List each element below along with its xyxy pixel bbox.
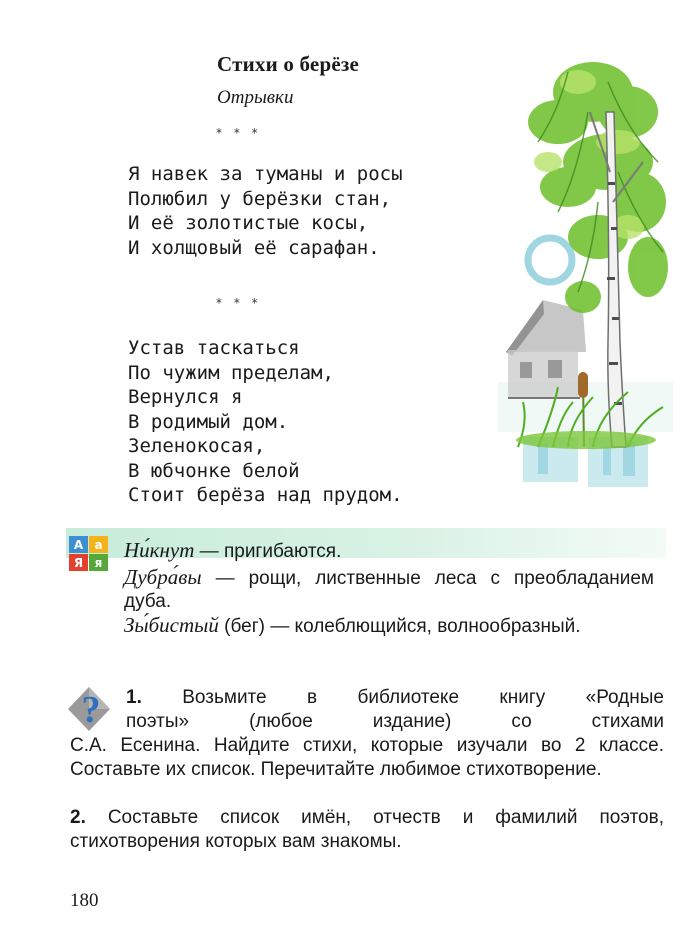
icon-letter: а	[94, 538, 103, 552]
question-1-line-1	[126, 686, 664, 710]
poem-line: Вернулся я	[128, 386, 243, 408]
poem-line: По чужим пределам,	[128, 361, 334, 384]
question-1-body: С.А. Есенина. Найдите стихи, которые изучали во 2 классе. Составьте их список. Перечитайте любимое стихотворение.	[70, 735, 664, 780]
abc-letters-icon	[69, 536, 109, 572]
poem-line: В родимый дом.	[128, 410, 289, 433]
question-2	[70, 806, 664, 854]
vocab-definition: — рощи, лиственные леса с преобладанием дуба.	[124, 568, 654, 612]
birch-illustration	[498, 52, 673, 512]
poem-line: Полюбил у берёзки стан,	[128, 187, 392, 210]
vocab-term: Зы́бистый	[124, 613, 219, 637]
vocab-term: Дубра́вы	[124, 565, 202, 589]
icon-letter: я	[94, 556, 103, 570]
poem-line: И её золотистые косы,	[128, 212, 369, 234]
poem-line: Стоит берёза над прудом.	[128, 484, 403, 506]
poem-line: В юбчонке белой	[128, 459, 300, 482]
vocab-definition: — пригибаются.	[194, 541, 342, 562]
stanza-separator: * * *	[216, 126, 262, 140]
poem-stanza-2	[128, 336, 403, 508]
question-number: 2.	[70, 807, 86, 828]
question-text: Возьмите в библиотеке книгу «Родные	[141, 687, 664, 708]
vocab-definition: (бег) — колеблющийся, волнообразный.	[218, 616, 581, 637]
vocab-entry	[124, 614, 654, 639]
svg-text:?: ?	[81, 689, 101, 731]
poem-line: Устав таскаться	[128, 337, 300, 359]
poem-line: Я навек за туманы и росы	[128, 163, 403, 185]
stanza-separator: * * *	[216, 296, 262, 310]
question-1-line-2: поэты» (любое издание) со стихами	[126, 711, 664, 732]
poem-line: И холщовый её сарафан.	[128, 236, 380, 259]
vocab-term: Ни́кнут	[124, 538, 195, 562]
vocab-entry	[124, 539, 654, 564]
question-mark-icon	[66, 685, 112, 733]
poem-line: Зеленокосая,	[128, 435, 266, 457]
poem-title: Стихи о берёзе	[217, 52, 360, 76]
icon-letter: А	[73, 538, 84, 552]
poem-subtitle: Отрывки	[217, 87, 294, 108]
question-text: Составьте список имён, отчеств и фамилий поэтов, стихотворения которых вам знакомы.	[70, 807, 664, 852]
page-number: 180	[70, 890, 99, 911]
icon-letter: Я	[73, 556, 84, 570]
poem-stanza-1	[128, 162, 403, 260]
vocab-entry	[124, 566, 654, 613]
question-number: 1.	[126, 687, 142, 708]
